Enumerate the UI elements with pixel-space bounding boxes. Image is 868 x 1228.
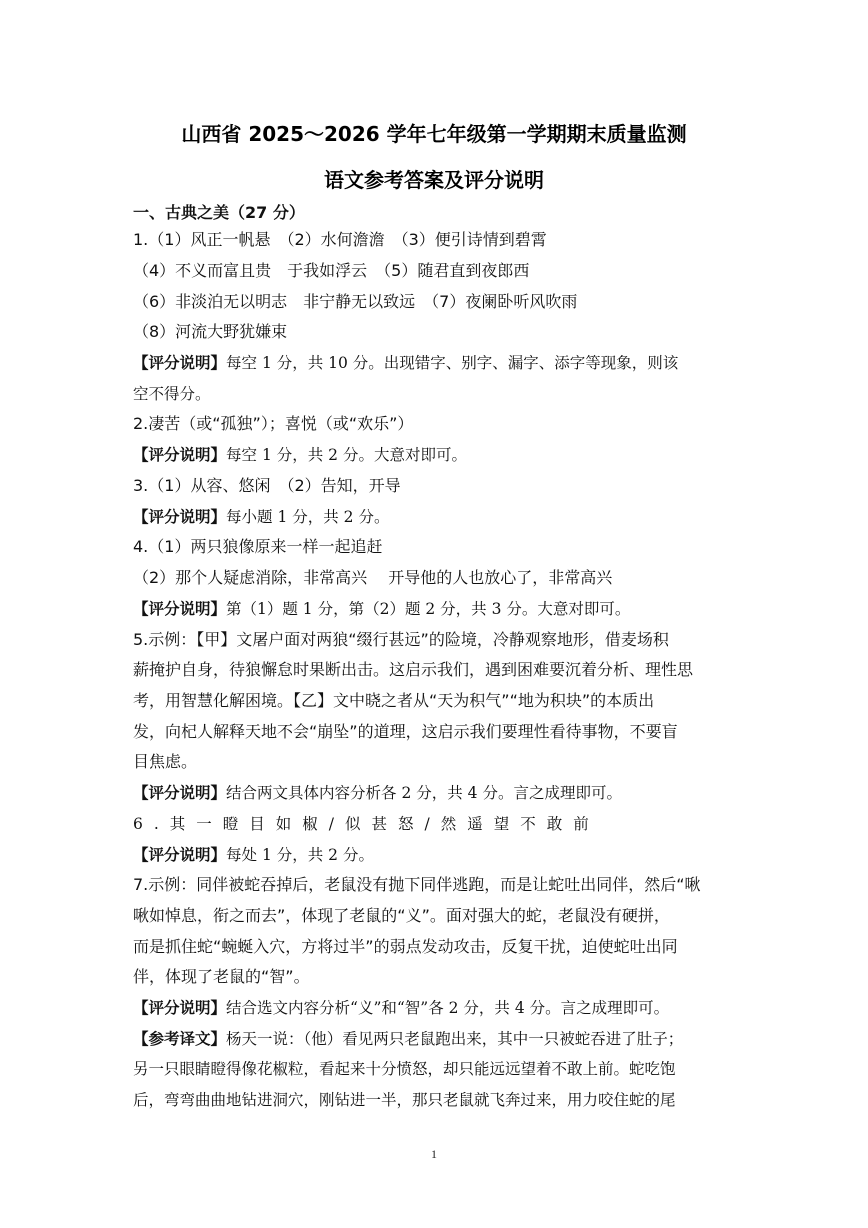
- answer-q7-line3: 而是抓住蛇“蜿蜒入穴，方将过半”的弱点发动攻击，反复干扰，迫使蛇吐出同: [133, 937, 678, 956]
- answer-q3: 3.（1）从容、悠闲 （2）告知，开导: [133, 476, 401, 495]
- answer-q5-line3: 考，用智慧化解困境。【乙】文中晓之者从“天为积气”“地为积块”的本质出: [133, 691, 655, 710]
- scoring-note-q4: [133, 599, 743, 621]
- page-number: 1: [431, 1147, 437, 1161]
- answer-q1-line1: 1.（1）风正一帆悬 （2）水何澹澹 （3）便引诗情到碧霄: [133, 230, 547, 249]
- scoring-label: 【评分说明】: [133, 599, 227, 618]
- document-subtitle: 语文参考答案及评分说明: [324, 168, 544, 192]
- scoring-text: 每小题 1 分，共 2 分。: [226, 508, 390, 526]
- scoring-text: 每空 1 分，共 2 分。大意对即可。: [226, 446, 467, 464]
- scoring-note-q5: [133, 783, 743, 805]
- answer-q5-line5: 目焦虑。: [133, 752, 198, 771]
- answer-q7-line4: 伴，体现了老鼠的“智”。: [133, 967, 310, 986]
- scoring-text: 每处 1 分，共 2 分。: [226, 846, 374, 864]
- scoring-text: 每空 1 分，共 10 分。出现错字、别字、漏字、添字等现象，则该: [226, 354, 679, 372]
- translation-label: 【参考译文】: [133, 1029, 227, 1048]
- scoring-note-q3: [133, 507, 743, 529]
- translation-line2: 另一只眼睛瞪得像花椒粒，看起来十分愤怒，却只能远远望着不敢上前。蛇吃饱: [133, 1060, 676, 1078]
- answer-q6: 6.其一瞪目如椒/似甚怒/然遥望不敢前: [133, 815, 600, 833]
- answer-q1-line2: （4）不义而富且贵 于我如浮云 （5）随君直到夜郎西: [133, 261, 530, 280]
- scoring-note-q2: [133, 445, 743, 467]
- translation-line1: [133, 1029, 743, 1051]
- scoring-label: 【评分说明】: [133, 507, 227, 526]
- scoring-label: 【评分说明】: [133, 845, 227, 864]
- scoring-text: 结合两文具体内容分析各 2 分，共 4 分。言之成理即可。: [226, 784, 622, 802]
- scoring-text: 第（1）题 1 分，第（2）题 2 分，共 3 分。大意对即可。: [226, 600, 631, 618]
- scoring-label: 【评分说明】: [133, 353, 227, 372]
- answer-q5-line2: 薪掩护自身，待狼懈怠时果断出击。这启示我们，遇到困难要沉着分析、理性思: [133, 660, 694, 679]
- scoring-text: 结合选文内容分析“义”和“智”各 2 分，共 4 分。言之成理即可。: [226, 999, 670, 1017]
- answer-q1-line4: （8）河流大野犹嫌束: [133, 322, 288, 341]
- answer-q7-line2: 啾如悼息，衔之而去”，体现了老鼠的“义”。面对强大的蛇，老鼠没有硬拼，: [133, 906, 670, 925]
- scoring-note-q1: [133, 353, 743, 375]
- scoring-note-q1-cont: 空不得分。: [133, 385, 211, 403]
- translation-text: 杨天一说：（他）看见两只老鼠跑出来，其中一只被蛇吞进了肚子；: [226, 1030, 684, 1048]
- scoring-label: 【评分说明】: [133, 998, 227, 1017]
- translation-line3: 后，弯弯曲曲地钻进洞穴，刚钻进一半，那只老鼠就飞奔过来，用力咬住蛇的尾: [133, 1091, 676, 1109]
- answer-q5-line1: 5.示例：【甲】文屠户面对两狼“缀行甚远”的险境，冷静观察地形，借麦场积: [133, 630, 669, 649]
- scoring-label: 【评分说明】: [133, 783, 227, 802]
- answer-q5-line4: 发，向杞人解释天地不会“崩坠”的道理，这启示我们要理性看待事物，不要盲: [133, 722, 678, 741]
- section-heading: 一、古典之美（27 分）: [133, 203, 305, 222]
- answer-q4-line2: （2）那个人疑虑消除，非常高兴 开导他的人也放心了，非常高兴: [133, 568, 613, 587]
- scoring-note-q7: [133, 998, 743, 1020]
- scoring-label: 【评分说明】: [133, 445, 227, 464]
- scoring-note-q6: [133, 845, 743, 867]
- answer-q2: 2.凄苦（或“孤独”）；喜悦（或“欢乐”）: [133, 414, 414, 433]
- document-title: 山西省 2025～2026 学年七年级第一学期期末质量监测: [181, 122, 687, 146]
- answer-q7-line1: 7.示例：同伴被蛇吞掉后，老鼠没有抛下同伴逃跑，而是让蛇吐出同伴，然后“啾: [133, 875, 701, 894]
- answer-q4-line1: 4.（1）两只狼像原来一样一起追赶: [133, 537, 383, 556]
- answer-q1-line3: （6）非淡泊无以明志 非宁静无以致远 （7）夜阑卧听风吹雨: [133, 292, 578, 311]
